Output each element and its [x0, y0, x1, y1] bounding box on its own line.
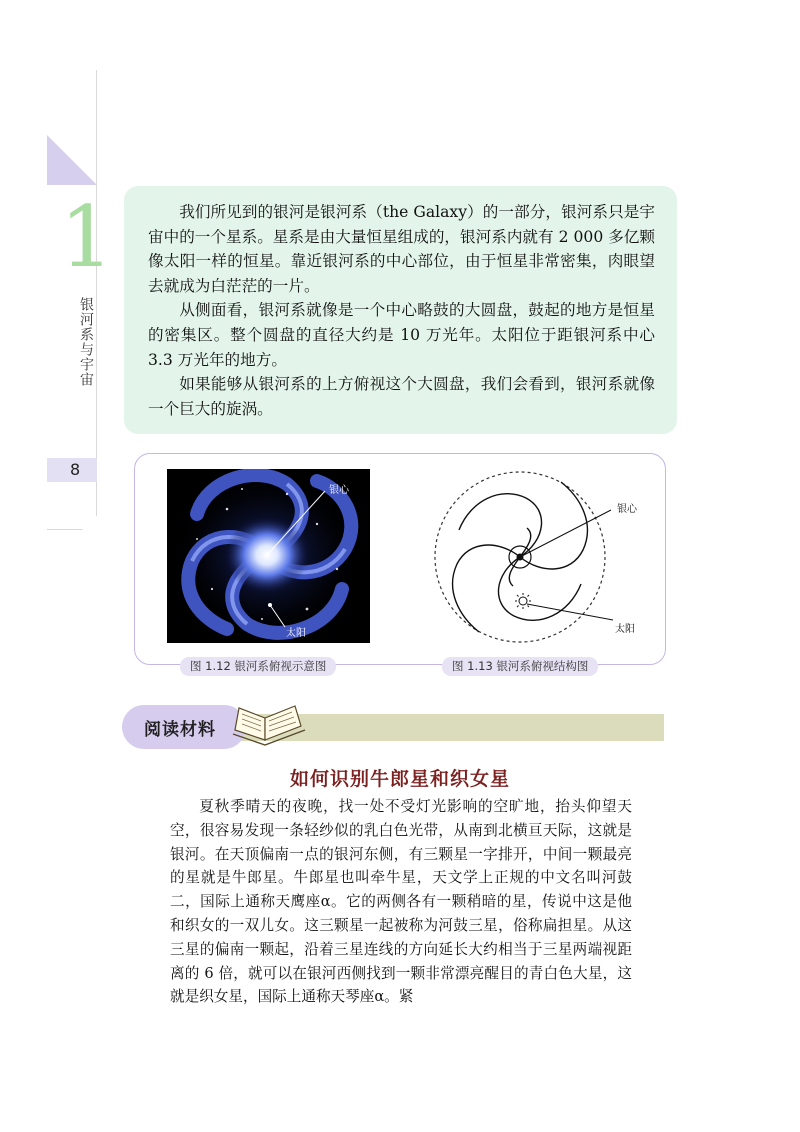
reading-banner-label: 阅读材料 [144, 720, 216, 740]
diagram-sun-label: 太阳 [615, 624, 635, 635]
margin-rule [96, 70, 97, 510]
sun-label: 太阳 [286, 628, 306, 639]
galaxy-center-label: 银心 [329, 485, 349, 496]
figure-caption-1: 图 1.12 银河系俯视示意图 [180, 657, 336, 676]
page-number: 8 [70, 460, 81, 479]
figure-caption-2: 图 1.13 银河系俯视结构图 [442, 657, 598, 676]
article-paragraph: 夏秋季晴天的夜晚，找一处不受灯光影响的空旷地，抬头仰望天空，很容易发现一条轻纱似的乳白色光带，从南到北横亘天际，这就是银河。在天顶偏南一点的银河东侧，有三颗星一字排开，中间一颗最亮的星就是牛郎星。牛郎星也叫牵牛星，天文学上正规的中文名叫河鼓二，国际上通称天鹰座α。它的两侧各有一颗稍暗的星，传说中这是他和织女的一双儿女。这三颗星一起被称为河鼓三星，俗称扁担星。从这三星的偏南一颗起，沿着三星连线的方向延长大约相当于三星两端视距离的 6 倍，就可以在银河西侧找到一颗非常漂亮醒目的青白色大星，这就是织女星，国际上通称天琴座α。紧 [170, 798, 632, 1006]
galaxy-top-view-photo [167, 469, 370, 643]
article-body [170, 795, 632, 1009]
corner-triangle-decoration [47, 135, 97, 185]
galaxy-structure-diagram [431, 470, 656, 650]
info-paragraph-3: 如果能够从银河系的上方俯视这个大圆盘，我们会看到，银河系就像一个巨大的旋涡。 [148, 375, 655, 418]
open-book-icon [229, 700, 309, 750]
article-title: 如何识别牛郎星和织女星 [289, 768, 510, 790]
diagram-center-label: 银心 [617, 504, 637, 515]
info-paragraph-2: 从侧面看，银河系就像是一个中心略鼓的大圆盘，鼓起的地方是恒星的密集区。整个圆盘的直径大约是 10 万光年。太阳位于距银河系中心 3.3 万光年的地方。 [148, 301, 655, 369]
page-tab-decoration [47, 482, 97, 530]
info-box [124, 186, 677, 434]
chapter-number: 1 [60, 188, 114, 286]
info-paragraph-1: 我们所见到的银河是银河系（the Galaxy）的一部分，银河系只是宇宙中的一个星系。星系是由大量恒星组成的，银河系内就有 2 000 多亿颗像太阳一样的恒星。靠近银河系的中心部位，由于恒星非常密集，肉眼望去就成为白茫茫的一片。 [148, 203, 655, 295]
chapter-title: 银河系与宇宙 [78, 297, 94, 387]
